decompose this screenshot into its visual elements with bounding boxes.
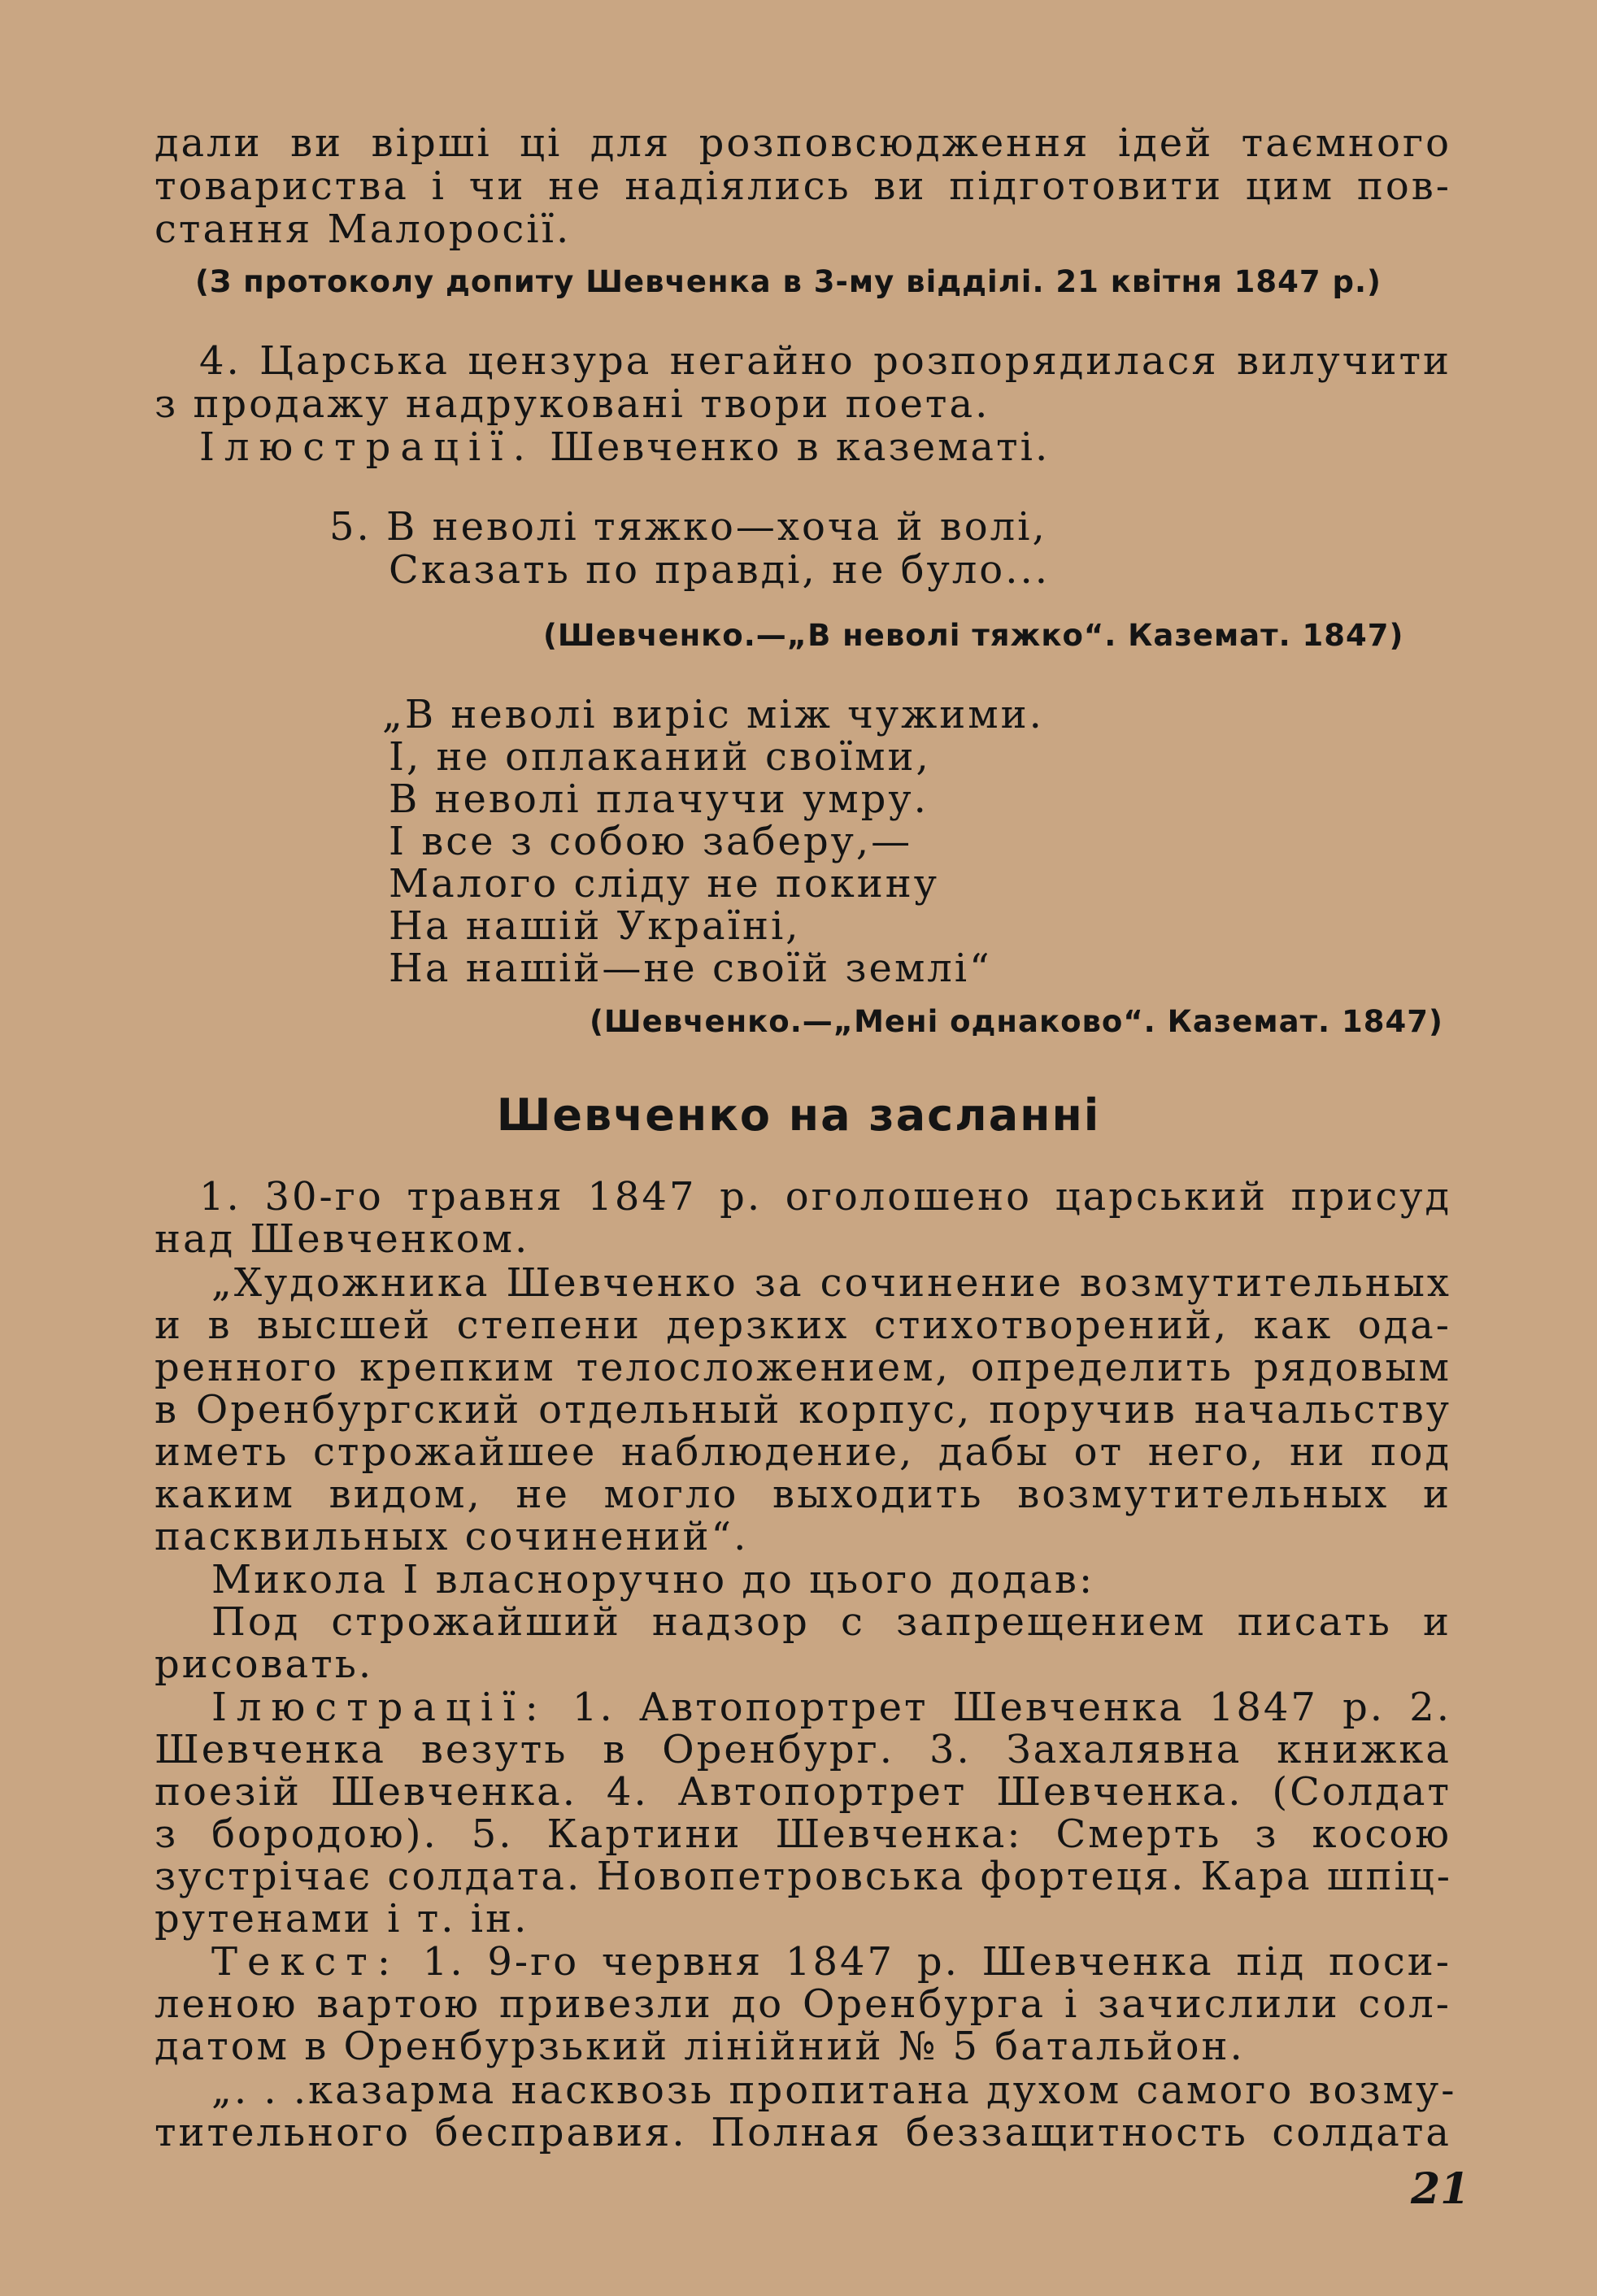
illustrations-text: Шевченко в казематі. [534, 424, 1051, 470]
text-line: каким видом, не могло выходить возмутительных и [154, 1472, 1451, 1517]
source-citation: (Шевченко.—„В неволі тяжко“. Каземат. 1847) [543, 618, 1404, 653]
text-section-line [211, 1941, 1451, 1983]
poem-line: На нашій—не своїй землі“ [389, 946, 992, 991]
text-line: Под строжайший надзор с запрещением писать и [211, 1599, 1451, 1645]
text-line: з продажу надруковані твори поета. [154, 381, 990, 427]
text-line: в Оренбургский отдельный корпус, поручив начальству [154, 1387, 1451, 1433]
source-citation: (З протоколу допиту Шевченка в 3-му відділі. 21 квітня 1847 р.) [195, 264, 1382, 299]
text-line: стання Малоросії. [154, 207, 572, 252]
text-line: товариства і чи не надіялись ви підготовити цим пов- [154, 163, 1451, 209]
text-line: тительного бесправия. Полная беззащитность солдата [154, 2110, 1451, 2155]
illustrations-label: Ілюстрації. [199, 424, 535, 470]
text-line: датом в Оренбурзький лінійний № 5 батальйон. [154, 2024, 1245, 2069]
text-line: 4. Царська цензура негайно розпорядилася вилучити [199, 338, 1451, 384]
text-line: Шевченка везуть в Оренбург. 3. Захалявна книжка [154, 1727, 1451, 1772]
text-line: „Художника Шевченко за сочинение возмутительных [211, 1260, 1451, 1306]
text-label: Текст: [211, 1939, 401, 1985]
poem-line: Сказать по правді, не було... [389, 547, 1050, 593]
text-line: леною вартою привезли до Оренбурга і зачислили сол- [154, 1981, 1451, 2027]
source-citation: (Шевченко.—„Мені однаково“. Каземат. 1847) [590, 1004, 1443, 1039]
text-line: рутенами і т. ін. [154, 1896, 529, 1942]
text-line: поезій Шевченка. 4. Автопортрет Шевченка. (Солдат [154, 1769, 1451, 1815]
poem-line: І все з собою заберу,— [389, 819, 913, 864]
illustrations-line [211, 1686, 1451, 1729]
text-line: Микола I власноручно до цього додав: [211, 1557, 1095, 1602]
text-line: з бородою). 5. Картини Шевченка: Смерть з косою [154, 1811, 1451, 1857]
poem-line: В неволі плачучи умру. [389, 776, 929, 822]
text-line: зустрічає солдата. Новопетровська фортеця. Кара шпіц- [154, 1854, 1452, 1899]
text-line: ренного крепким телосложением, определить рядовым [154, 1345, 1451, 1390]
text-line: дали ви вірші ці для розповсюдження ідей таємного [154, 120, 1451, 166]
text-line: иметь строжайшее наблюдение, дабы от него, ни под [154, 1429, 1451, 1475]
illustrations-label: Ілюстрації: [211, 1685, 548, 1730]
poem-line: „В неволі виріс між чужими. [382, 692, 1044, 737]
text-line: пасквильных сочинений“. [154, 1514, 749, 1559]
poem-line: Малого сліду не покину [389, 861, 940, 907]
text-line: рисовать. [154, 1642, 374, 1687]
text-line: над Шевченком. [154, 1216, 530, 1262]
text-line: и в высшей степени дерзких стихотворений, как ода- [154, 1302, 1451, 1348]
poem-line: І, не оплаканий своїми, [389, 734, 931, 780]
illustrations-line [199, 426, 1050, 468]
text-line: 1. 30-го травня 1847 р. оголошено царський присуд [199, 1174, 1451, 1220]
page-number: 21 [1411, 2164, 1470, 2214]
poem-line: 5. В неволі тяжко—хоча й волі, [329, 504, 1047, 550]
text-content: 1. 9-го червня 1847 р. Шевченка під поси- [400, 1939, 1451, 1985]
poem-line: На нашій Україні, [389, 903, 801, 949]
text-line: „. . .казарма насквозь пропитана духом самого возму- [211, 2068, 1457, 2113]
illustrations-text: 1. Автопортрет Шевченка 1847 р. 2. [547, 1685, 1451, 1730]
section-heading: Шевченко на засланні [496, 1089, 1101, 1141]
